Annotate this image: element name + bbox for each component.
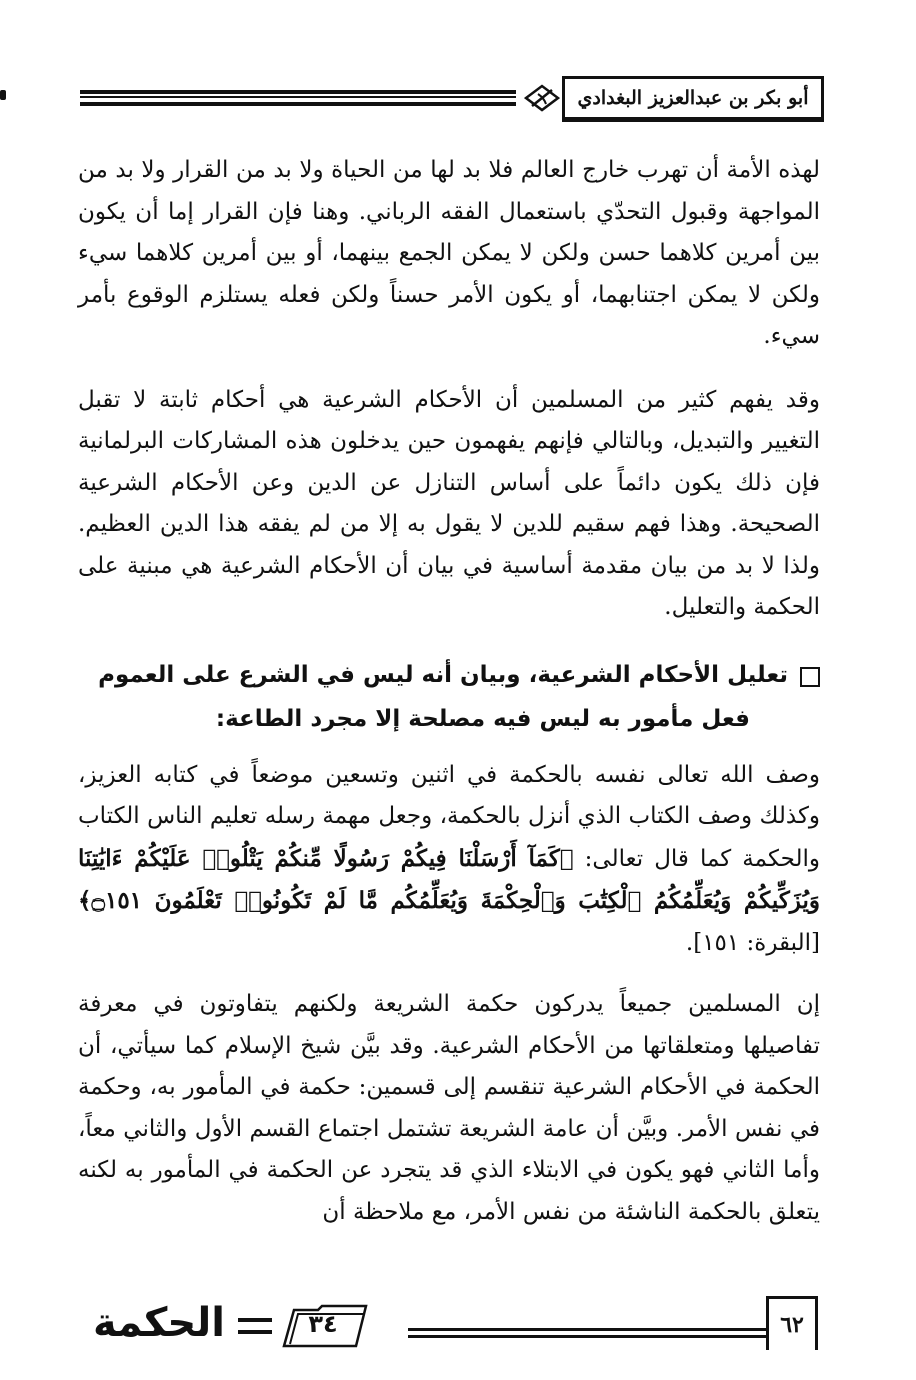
issue-number: ٣٤ — [308, 1310, 338, 1338]
magazine-name: الحكمة — [93, 1300, 225, 1346]
margin-mark — [0, 90, 6, 100]
running-header — [76, 70, 824, 130]
quran-verse: ﴿كَمَآ أَرْسَلْنَا فِيكُمْ رَسُولًا مِّنكُمْ يَتْلُوا۟ عَلَيْكُمْ ءَايَٰتِنَا وَيُزَكِّيكُمْ وَيُعَلِّمُكُمُ ٱلْكِتَٰبَ وَٱلْحِكْمَةَ وَيُعَلِّمُكُم مَّا لَمْ تَكُونُوا۟ تَعْلَمُونَ ۝١٥١﴾ — [78, 844, 820, 914]
paragraph-3 — [78, 755, 820, 965]
section-heading — [78, 653, 820, 741]
paragraph-4: إن المسلمين جميعاً يدركون حكمة الشريعة ولكنهم يتفاوتون في معرفة تفاصيلها ومتعلقاتها من الأحكام الشرعية. وقد بيَّن شيخ الإسلام كما سيأتي، أن الحكمة في الأحكام الشرعية تنقسم إلى قسمين: حكمة في المأمور به، وحكمة في نفس الأمر. وبيَّن أن عامة الشريعة تشتمل اجتماع القسم الأول والثاني معاً، وأما الثاني فهو يكون في الابتلاء الذي قد يتجرد عن الحكمة في المأمور به لكنه يتعلق بالحكمة الناشئة من نفس الأمر، مع ملاحظة أن — [78, 991, 820, 1225]
paragraph-3-text: وصف الله تعالى نفسه بالحكمة في اثنين وتسعين موضعاً في كتابه العزيز، وكذلك وصف الكتاب الذي أنزل بالحكمة، وجعل مهمة رسله تعليم الناس الكتاب والحكمة كما قال تعالى: — [78, 761, 820, 872]
verse-citation: [البقرة: ١٥١]. — [685, 929, 820, 956]
section-heading-line-1: تعليل الأحكام الشرعية، وبيان أنه ليس في الشرع على العموم — [98, 661, 788, 688]
footer-separator — [238, 1318, 272, 1334]
pen-feather-icon — [524, 84, 560, 112]
paragraph-2: وقد يفهم كثير من المسلمين أن الأحكام الشرعية هي أحكام ثابتة لا تقبل التغيير والتبديل، وبالتالي فإنهم يفهمون حين يدخلون هذه المشاركات البرلمانية فإن ذلك يكون دائماً على أساس التنازل عن الدين وعن الأحكام الشرعية الصحيحة. وهذا فهم سقيم للدين لا يقول به إلا من لم يفقه هذا الدين العظيم. ولذا لا بد من بيان مقدمة أساسية في بيان أن الأحكام الشرعية هي مبنية على الحكمة والتعليل. — [78, 386, 820, 620]
section-heading-line-2: فعل مأمور به ليس فيه مصلحة إلا مجرد الطاعة: — [215, 705, 750, 732]
author-name: أبو بكر بن عبدالعزيز البغدادي — [562, 76, 824, 122]
checkbox-icon — [800, 667, 820, 687]
footer-rule — [408, 1328, 768, 1338]
page-number: ٦٢ — [766, 1296, 818, 1350]
paragraph-1: لهذه الأمة أن تهرب خارج العالم فلا بد لها من الحياة ولا بد من القرار ولا بد من المواجهة وقبول التحدّي باستعمال الفقه الرباني. وهنا فإن القرار إما أن يكون بين أمرين كلاهما حسن ولكن لا يمكن الجمع بينهما، أو بين أمرين كلاهما سيء ولكن لا يمكن اجتنابهما، أو يكون الأمر حسناً ولكن فعله يستلزم الوقوع بأمر سيء. — [78, 157, 820, 349]
article-body — [78, 150, 820, 1233]
header-rule — [80, 90, 516, 106]
section-heading-text — [78, 653, 788, 741]
running-footer — [84, 1296, 824, 1352]
